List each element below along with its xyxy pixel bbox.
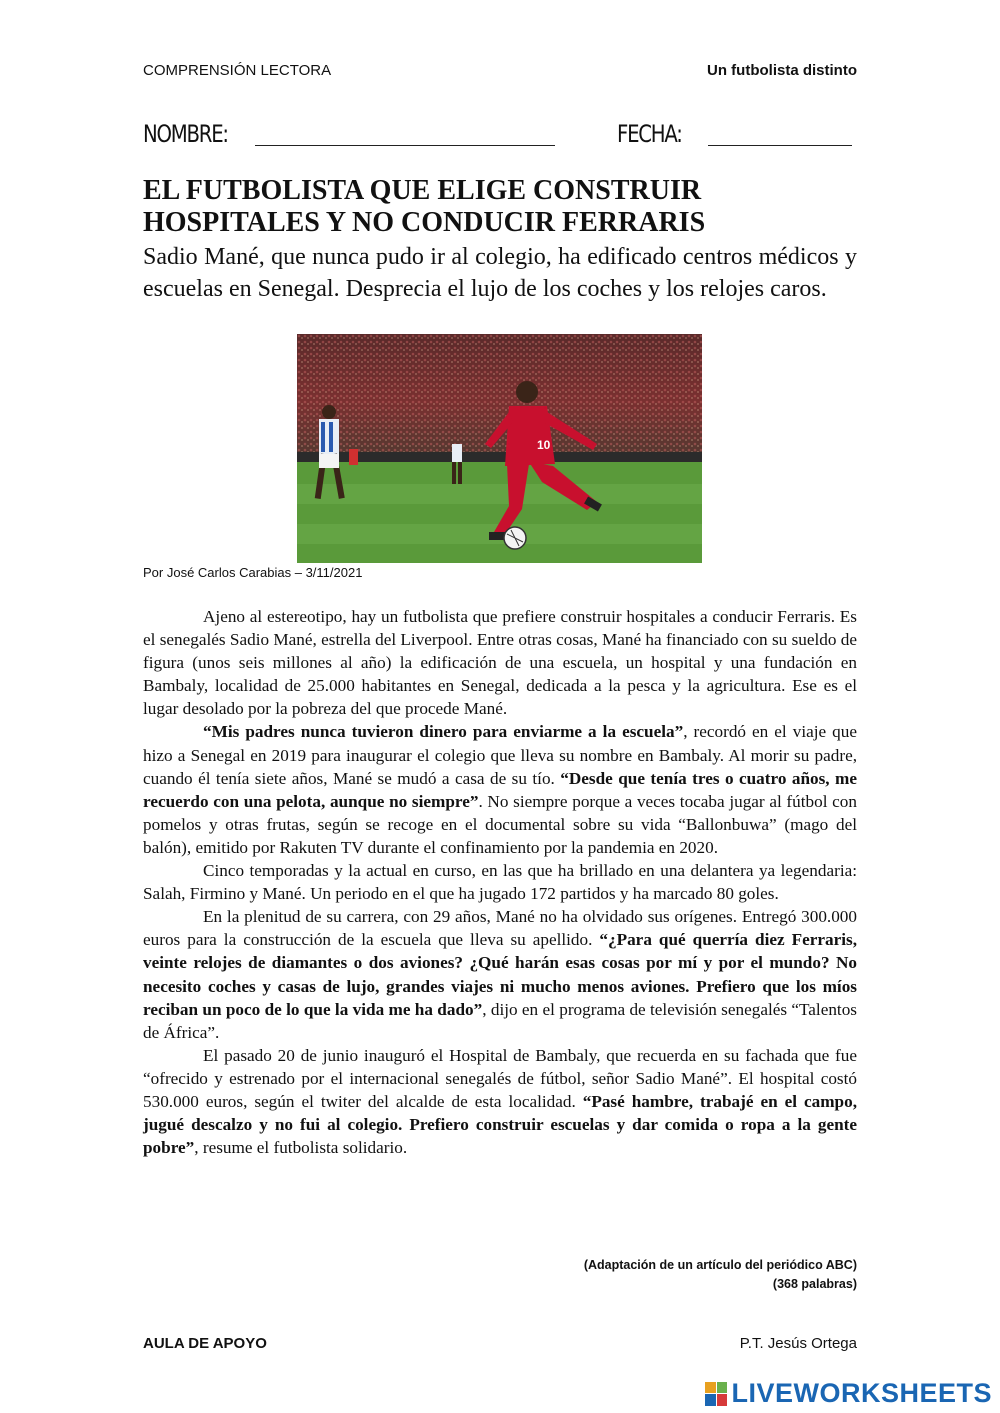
paragraph-2	[143, 720, 857, 859]
liveworksheets-icon	[705, 1382, 727, 1406]
header-topic: Un futbolista distinto	[707, 62, 857, 79]
paragraph-2-text-b: . No siempre porque a veces tocaba jugar al fútbol con pomelos y otras frutas, según se recoge en el documental sobre su vida “Ballonbuwa” (mago del balón), emitido por Rakuten TV durante el confinamiento por la pandemia en 2020.	[143, 791, 857, 857]
article-subtitle: Sadio Mané, que nunca pudo ir al colegio, ha edificado centros médicos y escuelas en Senegal. Desprecia el lujo de los coches y los relojes caros.	[143, 244, 857, 302]
date-label: FECHA:	[617, 120, 682, 148]
source-line: (Adaptación de un artículo del periódico ABC)	[583, 1258, 857, 1272]
footer-right: P.T. Jesús Ortega	[739, 1335, 857, 1352]
header-subject: COMPRENSIÓN LECTORA	[143, 62, 332, 79]
article-photo	[297, 334, 702, 563]
paragraph-3: Cinco temporadas y la actual en curso, en las que ha brillado en una delantera ya legendaria: Salah, Firmino y Mané. Un periodo en el que ha jugado 172 partidos y ha marcado 80 goles.	[143, 861, 857, 904]
quote-ferraris: “¿Para qué querría diez Ferraris, veinte relojes de diamantes o dos aviones? ¿Qué harán esas cosas por mí y por el mundo? No necesito coches y casas de lujo, grandes viajes ni mucho menos aviones. Prefiero que los míos reciban un poco de lo que la vida me ha dado”	[143, 930, 857, 1019]
date-field[interactable]	[708, 145, 852, 146]
title-line-2: HOSPITALES Y NO CONDUCIR FERRARIS	[143, 207, 706, 238]
paragraph-5	[143, 1044, 857, 1159]
paragraph-4-text-b: , dijo en el programa de televisión senegalés “Talentos de África”.	[143, 999, 857, 1042]
quote-hunger: “Pasé hambre, trabajé en el campo, jugué descalzo y no fui al colegio. Prefiero construir escuelas y dar comida o ropa a la gente pobre”	[143, 1091, 857, 1158]
word-count: (368 palabras)	[772, 1277, 857, 1291]
svg-text:10: 10	[537, 438, 551, 452]
article-title	[143, 175, 863, 239]
paragraph-2-text-a: , recordó en el viaje que hizo a Senegal en 2019 para inaugurar el colegio que lleva su nombre en Bambaly. Al morir su padre, cuando él tenía siete años, Mané se mudó a casa de su tío.	[143, 722, 857, 788]
paragraph-5-text-a: El pasado 20 de junio inauguró el Hospital de Bambaly, que recuerda en su fachada que fue “ofrecido y estrenado por el internacional senegalés de fútbol, señor Sadio Mané”. El hospital costó 530.000 euros, según el twiter del alcalde de esta localidad.	[143, 1045, 857, 1111]
paragraph-1: Ajeno al estereotipo, hay un futbolista que prefiere construir hospitales a conducir Ferraris. Es el senegalés Sadio Mané, estrella del Liverpool. Entre otras cosas, Mané ha financiado con su sueldo de figura (unos seis millones al año) la edificación de una escuela, un hospital y una fundación en Bambaly, localidad de 25.000 habitantes en Senegal, dedicada a la pesca y la agricultura. Ese es el lugar desolado por la pobreza del que procede Mané.	[143, 607, 857, 719]
article-source	[584, 1256, 857, 1294]
name-label: NOMBRE:	[143, 120, 228, 148]
liveworksheets-logo[interactable]	[705, 1378, 992, 1409]
article-byline: Por José Carlos Carabias – 3/11/2021	[143, 565, 363, 580]
name-field[interactable]	[255, 145, 555, 146]
quote-ball: “Desde que tenía tres o cuatro años, me recuerdo con una pelota, aunque no siempre”	[143, 768, 857, 811]
paragraph-4	[143, 905, 857, 1044]
quote-parents: “Mis padres nunca tuvieron dinero para enviarme a la escuela”	[203, 722, 684, 742]
footer-left: AULA DE APOYO	[143, 1335, 267, 1352]
title-line-1: EL FUTBOLISTA QUE ELIGE CONSTRUIR	[143, 175, 702, 206]
article-body	[143, 605, 857, 1159]
paragraph-5-text-b: , resume el futbolista solidario.	[194, 1138, 408, 1158]
liveworksheets-wordmark: LIVEWORKSHEETS	[731, 1378, 992, 1408]
paragraph-4-text-a: En la plenitud de su carrera, con 29 años, Mané no ha olvidado sus orígenes. Entregó 300.000 euros para la construcción de la escuela que lleva su apellido.	[143, 907, 857, 950]
